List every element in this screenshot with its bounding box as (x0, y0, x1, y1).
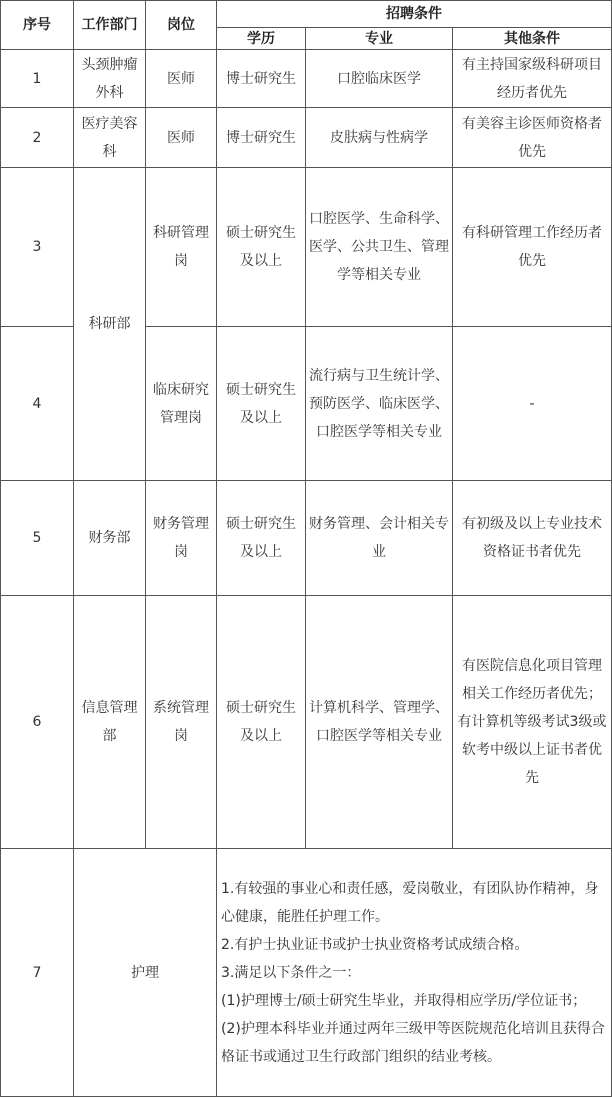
row-education: 博士研究生 (217, 50, 306, 108)
row-education: 博士研究生 (217, 108, 306, 168)
row-dept: 信息管理部 (74, 596, 146, 849)
row-no: 3 (1, 168, 74, 327)
row-education: 硕士研究生及以上 (217, 168, 306, 327)
header-other: 其他条件 (453, 28, 612, 50)
row-post: 系统管理岗 (146, 596, 217, 849)
row-no: 5 (1, 481, 74, 596)
row-major: 口腔临床医学 (306, 50, 453, 108)
header-education: 学历 (217, 28, 306, 50)
table-row (1, 596, 612, 849)
requirement-line: 1.有较强的事业心和责任感，爱岗敬业，有团队协作精神，身心健康，能胜任护理工作。 (221, 880, 599, 925)
row-post: 科研管理岗 (146, 168, 217, 327)
nursing-requirements (217, 849, 612, 1097)
row-no: 4 (1, 327, 74, 481)
header-dept: 工作部门 (74, 1, 146, 50)
header-major: 专业 (306, 28, 453, 50)
row-major: 口腔医学、生命科学、医学、公共卫生、管理学等相关专业 (306, 168, 453, 327)
row-post: 医师 (146, 108, 217, 168)
row-post: 医师 (146, 50, 217, 108)
table-row (1, 481, 612, 596)
row-major: 皮肤病与性病学 (306, 108, 453, 168)
requirement-line: 3.满足以下条件之一： (221, 964, 361, 981)
table-row (1, 108, 612, 168)
row-dept: 医疗美容科 (74, 108, 146, 168)
row-education: 硕士研究生及以上 (217, 596, 306, 849)
row-education: 硕士研究生及以上 (217, 481, 306, 596)
row-dept: 头颈肿瘤外科 (74, 50, 146, 108)
header-post: 岗位 (146, 1, 217, 50)
row-dept: 科研部 (74, 168, 146, 481)
row-dept: 护理 (74, 849, 217, 1097)
row-education: 硕士研究生及以上 (217, 327, 306, 481)
row-no: 2 (1, 108, 74, 168)
row-major: 计算机科学、管理学、口腔医学等相关专业 (306, 596, 453, 849)
row-major: 财务管理、会计相关专业 (306, 481, 453, 596)
row-other: 有科研管理工作经历者优先 (453, 168, 612, 327)
header-conditions: 招聘条件 (217, 1, 612, 28)
table-row (1, 168, 612, 327)
row-other: 有主持国家级科研项目经历者优先 (453, 50, 612, 108)
header-row (1, 1, 612, 28)
table-row (1, 849, 612, 1097)
row-other: 有美容主诊医师资格者优先 (453, 108, 612, 168)
row-no: 6 (1, 596, 74, 849)
row-major: 流行病与卫生统计学、预防医学、临床医学、口腔医学等相关专业 (306, 327, 453, 481)
row-no: 7 (1, 849, 74, 1097)
row-other: - (453, 327, 612, 481)
requirement-line: (1)护理博士/硕士研究生毕业，并取得相应学历/学位证书； (221, 992, 587, 1009)
table-row (1, 50, 612, 108)
row-other: 有初级及以上专业技术资格证书者优先 (453, 481, 612, 596)
row-no: 1 (1, 50, 74, 108)
row-dept: 财务部 (74, 481, 146, 596)
row-post: 临床研究管理岗 (146, 327, 217, 481)
header-no: 序号 (1, 1, 74, 50)
requirement-line: (2)护理本科毕业并通过两年三级甲等医院规范化培训且获得合格证书或通过卫生行政部门组织的结业考核。 (221, 1020, 605, 1065)
requirement-line: 2.有护士执业证书或护士执业资格考试成绩合格。 (221, 936, 529, 953)
row-other: 有医院信息化项目管理相关工作经历者优先；有计算机等级考试3级或软考中级以上证书者优先 (453, 596, 612, 849)
row-post: 财务管理岗 (146, 481, 217, 596)
